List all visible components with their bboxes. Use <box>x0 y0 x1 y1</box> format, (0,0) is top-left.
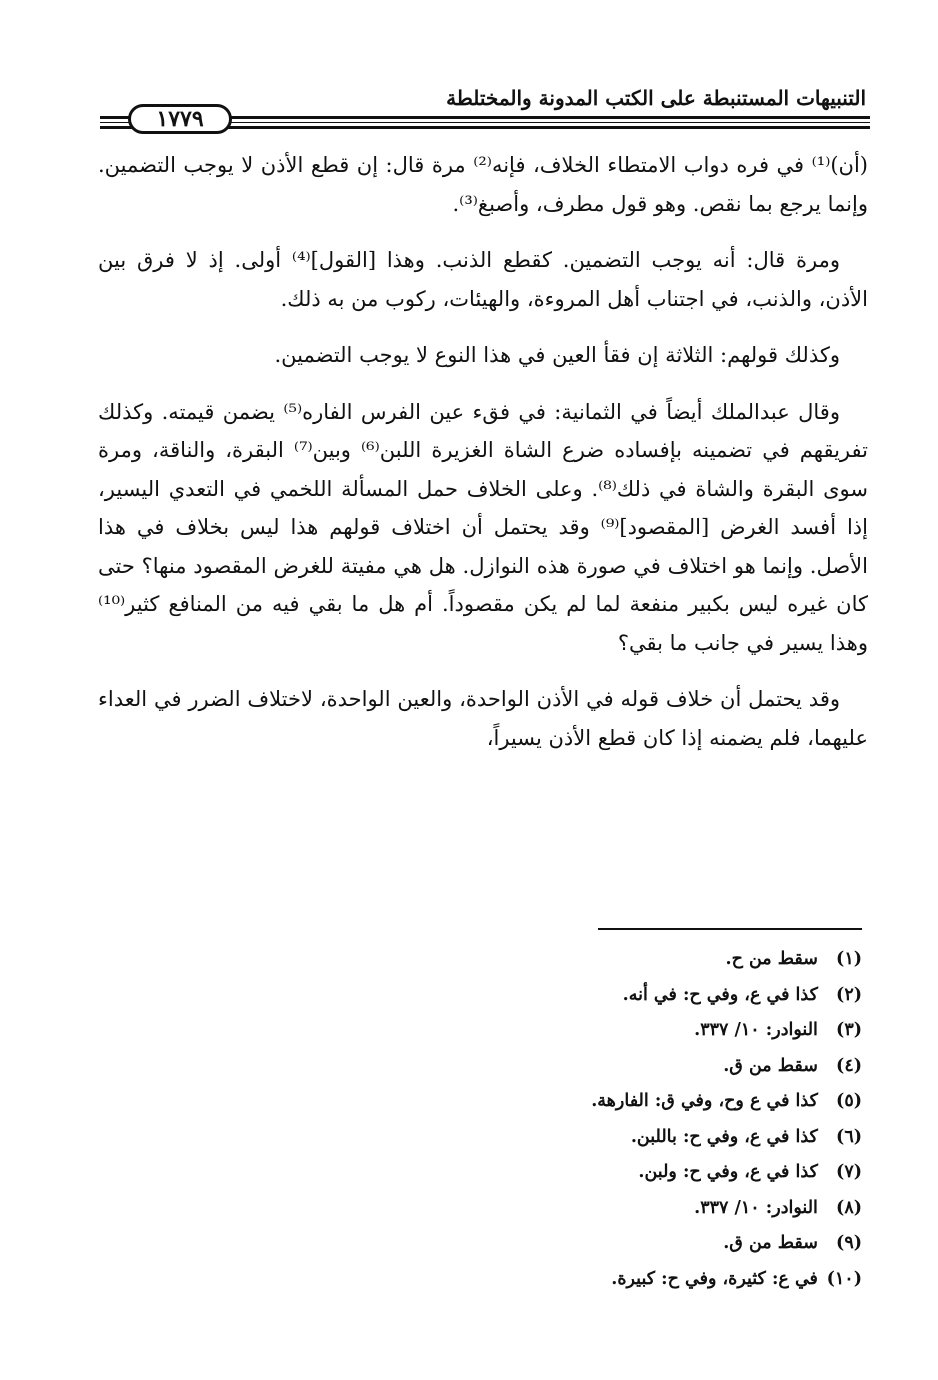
footnote-text: كذا في ع، وفي ح: باللبن. <box>630 1126 818 1147</box>
paragraph <box>98 680 868 757</box>
footnote-text: النوادر: ١٠/ ٣٣٧. <box>694 1197 818 1218</box>
running-title: التنبيهات المستنبطة على الكتب المدونة والمختلطة <box>446 86 866 110</box>
paragraph <box>98 393 868 663</box>
footnote-text: كذا في ع، وفي ح: في أنه. <box>622 984 818 1005</box>
footnote <box>442 1226 862 1262</box>
footnote-number: (٩) <box>836 1233 862 1253</box>
footnotes <box>442 942 862 1297</box>
footnote <box>442 1013 862 1049</box>
footnote-separator <box>598 928 862 930</box>
footnote-number: (٦) <box>836 1126 862 1147</box>
footnote-text: سقط من ح. <box>725 949 818 969</box>
footnote <box>442 942 862 978</box>
footnote-text: سقط من ق. <box>723 1055 818 1076</box>
footnote-number: (٣) <box>836 1020 862 1040</box>
footnote <box>442 1120 862 1156</box>
page-number: ١٧٧٩ <box>128 104 232 134</box>
footnote <box>442 1049 862 1085</box>
paragraph <box>98 241 868 318</box>
footnote <box>442 1262 862 1298</box>
footnote-text: كذا في ع وح، وفي ق: الفارهة. <box>591 1091 818 1111</box>
paragraph-text: وكذلك قولهم: الثلاثة إن فقأ العين في هذا النوع لا يوجب التضمين. <box>274 343 840 367</box>
paragraph-text: وقال عبدالملك أيضاً في الثمانية: في فقء عين الفرس الفاره⁽⁵⁾ يضمن قيمته. وكذلك تفريقهم في تضمينه بإفساده ضرع الشاة الغزيرة اللبن⁽⁶⁾ وبين⁽⁷⁾ البقرة، والناقة، ومرة سوى البقرة والشاة في ذلك⁽⁸⁾. وعلى الخلاف حمل المسألة اللخمي في التعدي اليسير، إذا أفسد الغرض [المقصود]⁽⁹⁾ وقد يحتمل أن اختلاف قولهم هذا ليس بخلاف في هذا الأصل. وإنما هو اختلاف في صورة هذه النوازل. هل هي مفيتة للغرض المقصود منها؟ حتى كان غيره ليس بكبير منفعة لما لم يكن مقصوداً. أم هل ما بقي فيه من المنافع كثير⁽¹⁰⁾ وهذا يسير في جانب ما بقي؟ <box>98 399 868 655</box>
paragraph: (أن)⁽¹⁾ في فره دواب الامتطاء الخلاف، فإنه⁽²⁾ مرة قال: إن قطع الأذن لا يوجب التضمين. وإنما يرجع بما نقص. وهو قول مطرف، وأصبغ⁽³⁾. <box>98 153 868 216</box>
paragraph-text: وقد يحتمل أن خلاف قوله في الأذن الواحدة، والعين الواحدة، لاختلاف الضرر في العداء عليهما، فلم يضمنه إذا كان قطع الأذن يسيراً، <box>98 687 868 750</box>
paragraph-text: ومرة قال: أنه يوجب التضمين. كقطع الذنب. وهذا [القول]⁽⁴⁾ أولى. إذ لا فرق بين الأذن، والذنب، في اجتناب أهل المروءة، والهيئات، ركوب من به ذلك. <box>98 248 868 311</box>
footnote-text: كذا في ع، وفي ح: ولبن. <box>638 1162 818 1182</box>
footnote-text: النوادر: ١٠/ ٣٣٧. <box>694 1020 818 1040</box>
footnote-number: (٨) <box>836 1197 862 1218</box>
footnote <box>442 1191 862 1227</box>
footnote-number: (٥) <box>836 1091 862 1111</box>
footnote-number: (٧) <box>836 1162 862 1182</box>
footnote <box>442 1155 862 1191</box>
main-text <box>98 146 868 757</box>
paragraph <box>98 336 868 375</box>
footnote-number: (١) <box>836 949 862 969</box>
footnote-text: سقط من ق. <box>723 1233 818 1253</box>
footnote <box>442 978 862 1014</box>
footnote <box>442 1084 862 1120</box>
footnote-number: (٤) <box>836 1055 862 1076</box>
footnote-number: (٢) <box>836 984 862 1005</box>
footnote-text: في ع: كثيرة، وفي ح: كبيرة. <box>611 1268 818 1289</box>
footnote-number: (١٠) <box>826 1268 862 1289</box>
